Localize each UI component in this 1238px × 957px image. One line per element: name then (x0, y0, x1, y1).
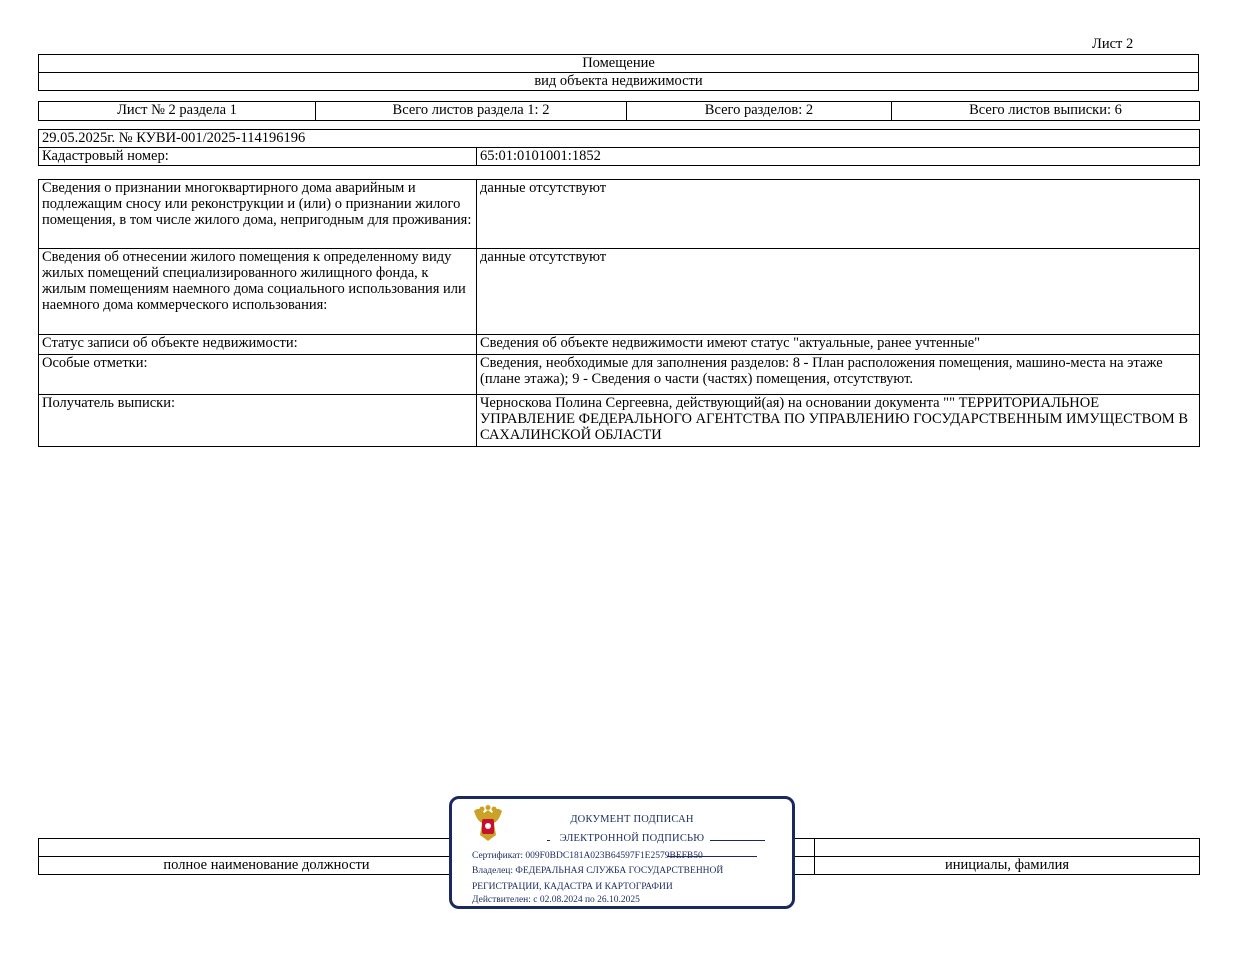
total-sections: Всего разделов: 2 (627, 102, 892, 121)
sheet-info-table (38, 101, 1200, 121)
stamp-validity: Действителен: с 02.08.2024 по 26.10.2025 (472, 895, 640, 905)
table-row (39, 335, 1200, 355)
row-value: данные отсутствуют (477, 180, 1200, 249)
object-kind-label: вид объекта недвижимости (39, 73, 1199, 91)
total-sheets-section: Всего листов раздела 1: 2 (316, 102, 627, 121)
stamp-rule (710, 840, 765, 841)
stamp-owner-line2: РЕГИСТРАЦИИ, КАДАСТРА И КАРТОГРАФИИ (472, 882, 673, 892)
position-cell (39, 839, 495, 857)
sheet-label: Лист 2 (1092, 36, 1134, 52)
cadastral-value: 65:01:0101001:1852 (477, 148, 1200, 166)
row-value: Черноскова Полина Сергеевна, действующий(ая) на основании документа "" ТЕРРИТОРИАЛЬНОЕ УПРАВЛЕНИЕ ФЕДЕРАЛЬНОГО АГЕНТСТВА ПО УПРАВЛЕНИЮ ГОСУДАРСТВЕННЫМ ИМУЩЕСТВОМ В САХАЛИНСКОЙ ОБЛАСТИ (477, 395, 1200, 447)
stamp-owner-line1: Владелец: ФЕДЕРАЛЬНАЯ СЛУЖБА ГОСУДАРСТВЕННОЙ (472, 866, 724, 876)
name-caption: инициалы, фамилия (815, 857, 1200, 875)
row-label: Статус записи об объекте недвижимости: (39, 335, 477, 355)
table-row (39, 249, 1200, 335)
row-label: Сведения о признании многоквартирного дома аварийным и подлежащим сносу или реконструкции и (или) о признании жилого помещения, в том числе жилого дома, непригодным для проживания: (39, 180, 477, 249)
sheet-number: Лист № 2 раздела 1 (39, 102, 316, 121)
electronic-signature-stamp (449, 796, 795, 909)
stamp-title-line1: ДОКУМЕНТ ПОДПИСАН (570, 814, 694, 825)
row-label: Сведения об отнесении жилого помещения к определенному виду жилых помещений специализированного жилищного фонда, к жилым помещениям наемного дома социального использования или наемного дома коммерческого использования: (39, 249, 477, 335)
document-date-number: 29.05.2025г. № КУВИ-001/2025-114196196 (39, 130, 1200, 148)
property-details-table (38, 179, 1200, 447)
stamp-title-line2: ЭЛЕКТРОННОЙ ПОДПИСЬЮ (559, 833, 705, 844)
table-row (39, 395, 1200, 447)
cadastral-label: Кадастровый номер: (39, 148, 477, 166)
name-cell (815, 839, 1200, 857)
row-value: Сведения, необходимые для заполнения разделов: 8 - План расположения помещения, машино-места на этаже (плане этажа); 9 - Сведения о части (частях) помещения, отсутствуют. (477, 355, 1200, 395)
stamp-rule (547, 840, 550, 841)
table-row (39, 180, 1200, 249)
stamp-certificate: Сертификат: 009F0BDC181A023B64597F1E2579BEFB50 (472, 851, 703, 861)
object-type-table (38, 54, 1199, 91)
object-name: Помещение (39, 55, 1199, 73)
table-row (39, 355, 1200, 395)
row-label: Особые отметки: (39, 355, 477, 395)
total-sheets-extract: Всего листов выписки: 6 (892, 102, 1200, 121)
stamp-rule (667, 856, 757, 857)
row-value: Сведения об объекте недвижимости имеют статус "актуальные, ранее учтенные" (477, 335, 1200, 355)
row-label: Получатель выписки: (39, 395, 477, 447)
coat-of-arms-icon (470, 805, 506, 845)
position-caption: полное наименование должности (39, 857, 495, 875)
document-info-table (38, 129, 1200, 166)
row-value: данные отсутствуют (477, 249, 1200, 335)
